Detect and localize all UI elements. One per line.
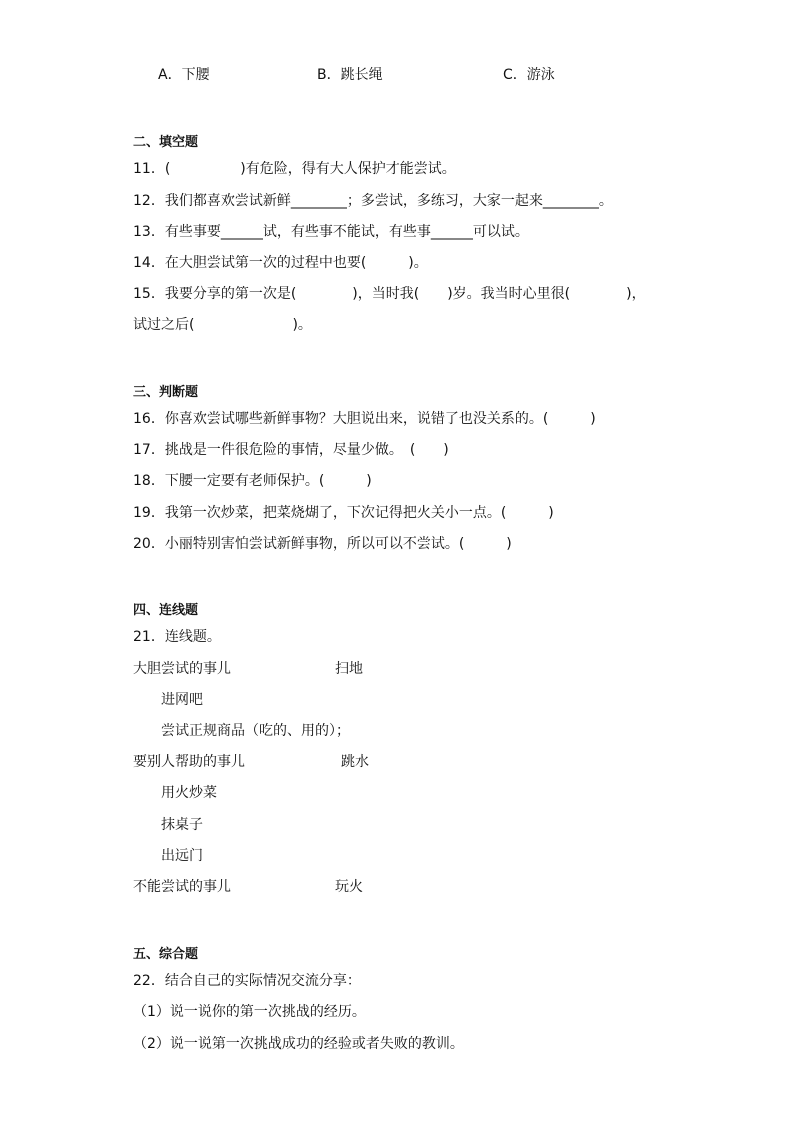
match-right-2: 跳水: [341, 754, 369, 770]
match-left-3: 不能尝试的事儿: [133, 879, 231, 895]
option-c: C．游泳: [503, 67, 555, 83]
match-right-1: 扫地: [335, 661, 363, 677]
section-heading-judgement: 三、判断题: [133, 385, 199, 400]
question-14: 14．在大胆尝试第一次的过程中也要( )。: [133, 255, 428, 271]
match-item-1: 进网吧: [161, 692, 203, 708]
question-11: 11．( )有危险，得有大人保护才能尝试。: [133, 161, 456, 177]
question-15-line1: 15．我要分享的第一次是( )，当时我( )岁。我当时心里很( )，: [133, 286, 646, 302]
question-15-line2: 试过之后( )。: [133, 317, 312, 333]
question-17: 17．挑战是一件很危险的事情，尽量少做。 ( ): [133, 442, 449, 458]
match-item-4: 抹桌子: [161, 817, 203, 833]
question-22: 22．结合自己的实际情况交流分享：: [133, 973, 361, 989]
question-18: 18．下腰一定要有老师保护。( ): [133, 473, 372, 489]
match-left-2: 要别人帮助的事儿: [133, 754, 245, 770]
match-item-2: 尝试正规商品（吃的、用的）；: [161, 723, 350, 739]
question-21: 21．连线题。: [133, 629, 221, 645]
match-item-5: 出远门: [161, 848, 203, 864]
question-13: 13．有些事要______试，有些事不能试，有些事______可以试。: [133, 224, 529, 240]
match-left-1: 大胆尝试的事儿: [133, 661, 231, 677]
section-heading-matching: 四、连线题: [133, 603, 199, 618]
match-right-3: 玩火: [335, 879, 363, 895]
option-a: A．下腰: [158, 67, 210, 83]
question-22-sub-2: （2）说一说第一次挑战成功的经验或者失败的教训。: [133, 1036, 464, 1052]
option-b: B．跳长绳: [317, 67, 383, 83]
question-16: 16．你喜欢尝试哪些新鲜事物？大胆说出来，说错了也没关系的。( ): [133, 411, 596, 427]
question-19: 19．我第一次炒菜，把菜烧煳了，下次记得把火关小一点。( ): [133, 505, 554, 521]
question-12: 12．我们都喜欢尝试新鲜________；多尝试，多练习，大家一起来________。: [133, 193, 613, 209]
match-item-3: 用火炒菜: [161, 785, 217, 801]
section-heading-fill-blank: 二、填空题: [133, 135, 199, 150]
section-heading-comprehensive: 五、综合题: [133, 947, 199, 962]
question-20: 20．小丽特别害怕尝试新鲜事物，所以可以不尝试。( ): [133, 536, 512, 552]
question-22-sub-1: （1）说一说你的第一次挑战的经历。: [133, 1004, 366, 1020]
